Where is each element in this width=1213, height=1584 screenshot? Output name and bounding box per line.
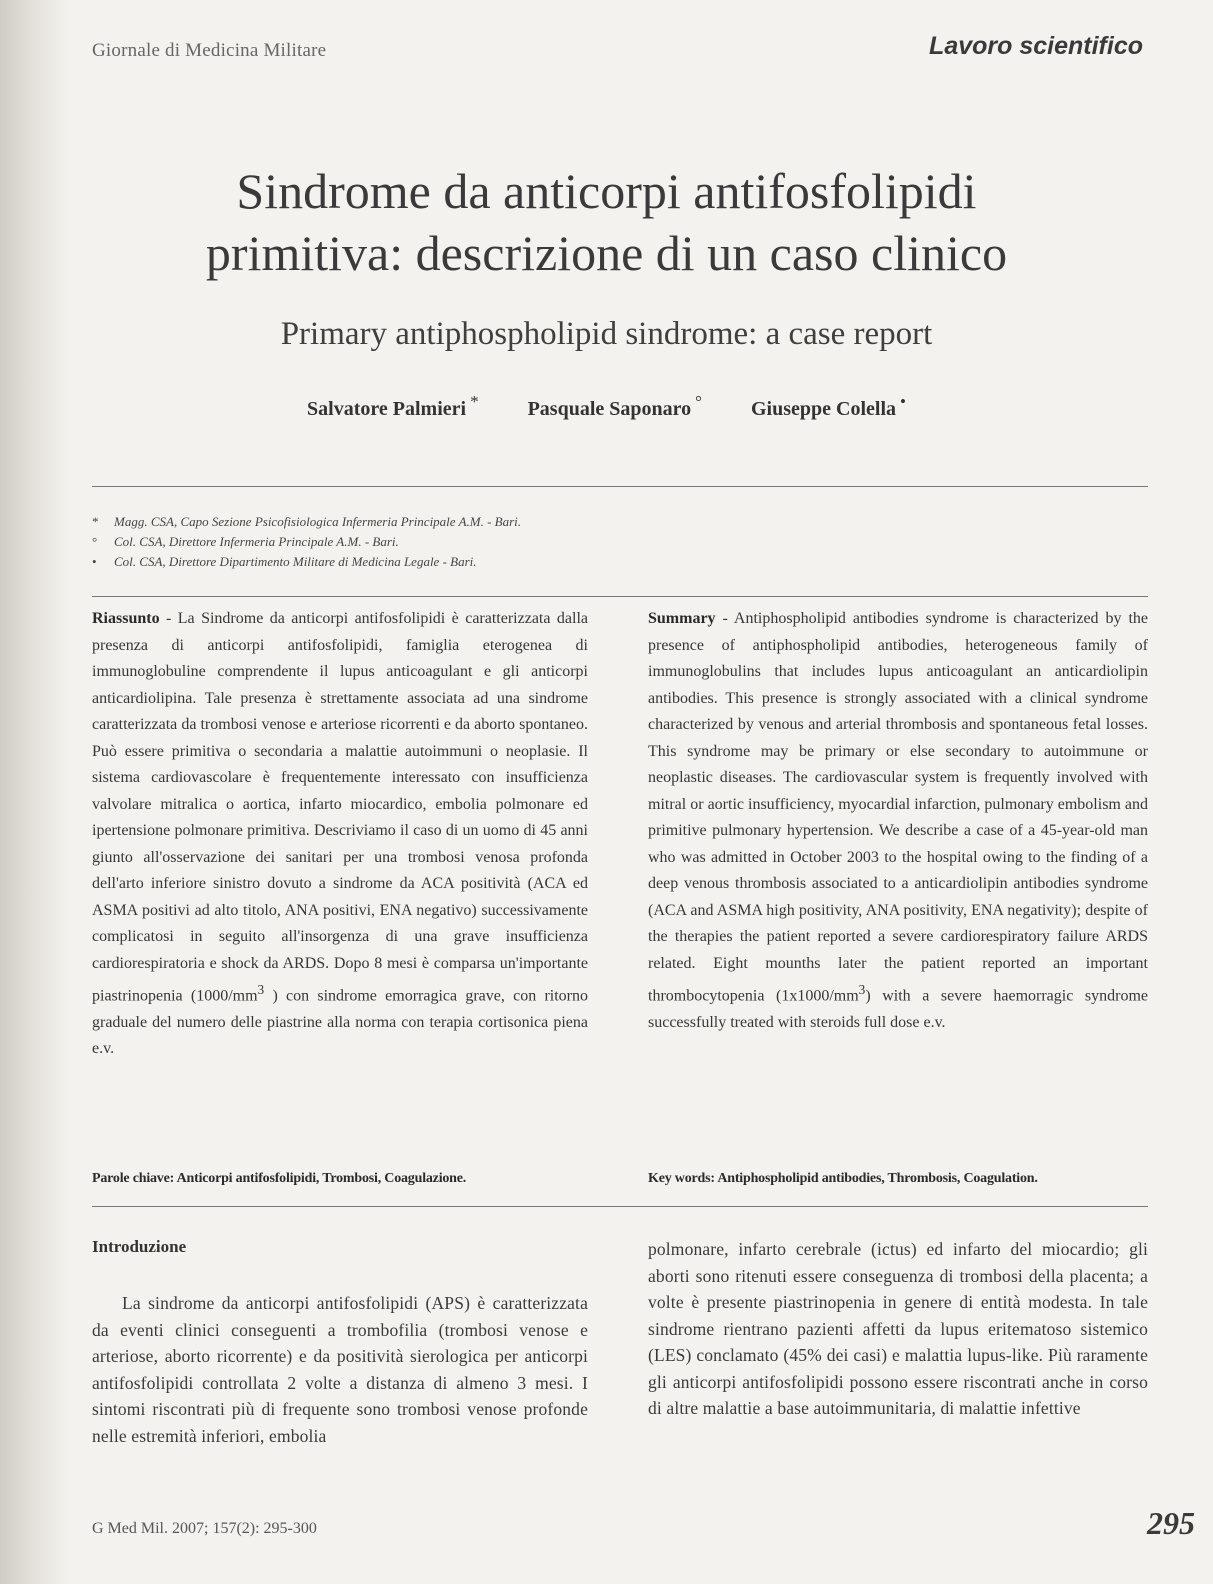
abstract-text-end: ) with a severe haemorragic syndrome successfully treated with steroids full dose e.v. [648,987,1148,1031]
affiliation-text: Col. CSA, Direttore Infermeria Principale A.M. - Bari. [114,534,399,549]
author-name: Pasquale Saponaro [527,397,692,420]
affiliation-2 [92,532,521,552]
affiliation-mark: • [92,554,97,569]
citation: G Med Mil. 2007; 157(2): 295-300 [92,1520,317,1537]
keywords-italian: Parole chiave: Anticorpi antifosfolipidi, Trombosi, Coagulazione. [92,1171,467,1186]
affiliations [92,512,521,572]
affiliation-text: Magg. CSA, Capo Sezione Psicofisiologica Infermeria Principale A.M. - Bari. [114,514,522,529]
author-1 [307,392,479,420]
author-list [0,392,1213,421]
divider-intro [92,1206,1148,1207]
affiliation-1 [92,512,521,532]
abstract-text: - Antiphospholipid antibodies syndrome is characterized by the presence of antiphospholipid antibodies, heterogeneous family of immunoglobulins that includes lupus anticoagulant an anticardiolipin antibodies. This presence is strongly associated with a clinical syndrome characterized by venous and arterial thrombosis and spontaneous fetal losses. This syndrome may be primary or else secondary to autoimmune or neoplastic diseases. The cardiovascular system is frequently involved with mitral or aortic insufficiency, myocardial infarction, pulmonary embolism and primitive pulmonary hypertension. We describe a case of a 45-year-old man who was admitted in October 2003 to the hospital owing to the finding of a deep venous thrombosis associated to a anticardiolipin antibodies syndrome (ACA and ASMA high positivity, ANA positivity, ENA negativity); despite of the therapies the patient reported a severe cardiorespiratory failure ARDS related. Eight mounths later the patient reported an important thrombocytopenia (1x1000/mm [648,610,1148,1005]
divider-top [92,486,1148,487]
page-number: 295 [1147,1505,1195,1541]
title-line-1: Sindrome da anticorpi antifosfolipidi [236,163,977,219]
abstract-label: Summary [648,610,716,627]
abstract-text-end: ) con sindrome emorragica grave, con ritorno graduale del numero delle piastrine alla norma con terapia cortisonica piena e.v. [92,987,588,1058]
affiliation-text: Col. CSA, Direttore Dipartimento Militare di Medicina Legale - Bari. [114,554,477,569]
affiliation-mark: * [92,514,99,529]
author-name: Salvatore Palmieri [307,397,467,420]
affiliation-3 [92,552,521,572]
superscript: 3 [257,982,265,997]
author-name: Giuseppe Colella [750,397,896,420]
author-mark: ° [695,392,702,411]
abstract-label: Riassunto [92,610,160,627]
affiliation-mark: ° [92,534,98,549]
section-label: Lavoro scientifico [929,32,1143,60]
journal-name: Giornale di Medicina Militare [92,40,327,61]
introduction-heading: Introduzione [92,1237,187,1256]
abstract-italian [92,606,588,1063]
divider-abstract [92,596,1148,597]
article-title [0,160,1213,284]
superscript: 3 [858,982,866,997]
intro-column-1: La sindrome da anticorpi antifosfolipidi (APS) è caratterizzata da eventi clinici conseguenti a trombofilia (trombosi venose e arteriose, aborto ricorrente) e da positività sierologica per anticorpi antifosfolipidi controllata 2 volte a distanza di almeno 3 mesi. I sintomi riscontrati più di frequente sono trombosi venose profonde nelle estremità inferiori, embolia [92,1293,588,1446]
author-2 [527,392,702,420]
keywords-english: Key words: Antiphospholipid antibodies, Thrombosis, Coagulation. [648,1171,1038,1186]
author-mark: • [900,392,906,411]
title-line-2: primitiva: descrizione di un caso clinico [205,225,1008,281]
article-subtitle: Primary antiphospholipid sindrome: a case report [280,316,933,352]
abstract-english [648,606,1148,1036]
author-3 [750,392,906,420]
abstract-text: - La Sindrome da anticorpi antifosfolipidi è caratterizzata dalla presenza di anticorpi antifosfolipidi, famiglia eterogenea di immunoglobuline comprendente il lupus anticoagulant e gli anticorpi anticardiolipina. Tale presenza è strettamente associata ad una sindrome caratterizzata da trombosi venose e arteriose ricorrenti e da aborto spontaneo. Può essere primitiva o secondaria a malattie autoimmuni o neoplasie. Il sistema cardiovascolare è frequentemente interessato con insufficienza valvolare mitralica o aortica, infarto miocardico, embolia polmonare ed ipertensione polmonare primitiva. Descriviamo il caso di un uomo di 45 anni giunto all'osservazione dei sanitari per una trombosi venosa profonda dell'arto inferiore sinistro dovuto a sindrome da ACA positività (ACA ed ASMA positivi ad alto titolo, ANA positivi, ENA negativo) successivamente complicatosi in seguito all'insorgenza di una grave insufficienza cardiorespiratoria e shock da ARDS. Dopo 8 mesi è comparsa un'importante piastrinopenia (1000/mm [92,610,588,1005]
author-mark: * [470,392,479,411]
intro-column-2: polmonare, infarto cerebrale (ictus) ed infarto del miocardio; gli aborti sono ritenuti essere conseguenza di trombosi della placenta; a volte è presente piastrinopenia in genere di entità modesta. In tale sindrome rientrano pazienti affetti da lupus eritematoso sistemico (LES) conclamato (45% dei casi) e malattia lupus-like. Più raramente gli anticorpi antifosfolipidi possono essere riscontrati anche in corso di altre malattie a base autoimmunitaria, di malattie infettive [648,1239,1148,1418]
